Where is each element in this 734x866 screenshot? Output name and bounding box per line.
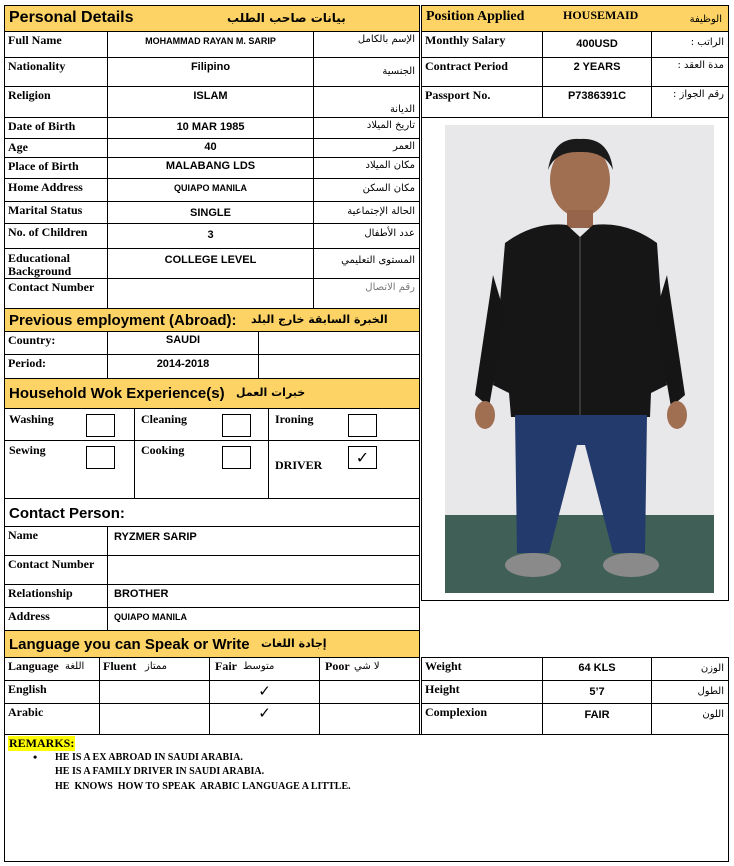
previous-employment-title-ar: الخبرة السابقة خارج البلد xyxy=(251,313,388,326)
religion-value: ISLAM xyxy=(107,86,314,118)
complexion-value: FAIR xyxy=(542,703,652,735)
education-ar: المستوى التعليمي xyxy=(313,248,420,279)
position-applied-value: HOUSEMAID xyxy=(563,8,639,22)
ironing-label: Ironing xyxy=(275,412,314,426)
contact-number-ar: رقم الاتصال xyxy=(313,278,420,309)
remarks-line-3: HE KNOWS HOW TO SPEAK ARABIC LANGUAGE A LITTLE. xyxy=(55,781,351,792)
driver-checkbox[interactable]: ✓ xyxy=(348,446,377,469)
applicant-photo xyxy=(445,125,714,593)
nationality-value: Filipino xyxy=(107,57,314,87)
household-header xyxy=(4,378,420,409)
lang-english-label: English xyxy=(4,680,100,704)
passport-label: Passport No. xyxy=(421,86,543,118)
contract-period-value: 2 YEARS xyxy=(542,57,652,87)
lang-english-fair: ✓ xyxy=(209,680,320,704)
poor-col-header xyxy=(319,657,420,681)
period-value: 2014-2018 xyxy=(107,354,259,379)
children-label: No. of Children xyxy=(4,223,108,249)
household-title-ar: خبرات العمل xyxy=(236,386,306,399)
remarks-line-2: HE IS A FAMILY DRIVER IN SAUDI ARABIA. xyxy=(55,766,265,777)
children-value: 3 xyxy=(107,223,314,249)
lang-arabic-label: Arabic xyxy=(4,703,100,735)
contact-address-label: Address xyxy=(4,607,108,631)
height-value: 5’7 xyxy=(542,680,652,704)
weight-ar: الوزن xyxy=(651,657,729,681)
height-label: Height xyxy=(421,680,543,704)
contact-address-value: QUIAPO MANILA xyxy=(107,607,420,631)
previous-employment-header xyxy=(4,308,420,332)
contact-number-label: Contact Number xyxy=(4,278,108,309)
washing-label: Washing xyxy=(9,412,54,426)
position-applied-header xyxy=(421,5,729,32)
lang-col-poor-ar: لا شي xyxy=(354,661,380,672)
driver-label: DRIVER xyxy=(275,458,323,472)
relationship-label: Relationship xyxy=(4,584,108,608)
remarks-bullet: • xyxy=(33,750,38,764)
education-value: COLLEGE LEVEL xyxy=(107,248,314,279)
cooking-checkbox[interactable] xyxy=(222,446,251,469)
remarks-title: REMARKS: xyxy=(9,736,75,750)
lang-col-poor: Poor xyxy=(325,659,350,673)
dob-label: Date of Birth xyxy=(4,117,108,139)
previous-employment-title: Previous employment (Abroad): xyxy=(9,312,237,329)
religion-label: Religion xyxy=(4,86,108,118)
children-ar: عدد الأطفال xyxy=(313,223,420,249)
language-title: Language you can Speak or Write xyxy=(9,636,250,653)
marital-status-ar: الحالة الإجتماعية xyxy=(313,201,420,224)
personal-details-header xyxy=(4,5,420,32)
contact-number2-label: Contact Number xyxy=(4,555,108,585)
passport-value: P7386391C xyxy=(542,86,652,118)
ironing-checkbox[interactable] xyxy=(348,414,377,437)
household-col-divider-2 xyxy=(268,408,269,499)
lang-arabic-fair: ✓ xyxy=(209,703,320,735)
period-label: Period: xyxy=(4,354,108,379)
fluent-col-header xyxy=(99,657,210,681)
washing-checkbox[interactable] xyxy=(86,414,115,437)
lang-col-fair-ar: متوسط xyxy=(243,661,275,672)
weight-label: Weight xyxy=(421,657,543,681)
home-address-label: Home Address xyxy=(4,178,108,202)
place-of-birth-ar: مكان الميلاد xyxy=(313,157,420,179)
weight-value: 64 KLS xyxy=(542,657,652,681)
contact-number-value xyxy=(107,278,314,309)
position-applied-title: Position Applied xyxy=(426,9,525,24)
relationship-value: BROTHER xyxy=(107,584,420,608)
education-label: Educational Background xyxy=(4,248,108,279)
full-name-label: Full Name xyxy=(4,31,108,58)
dob-value: 10 MAR 1985 xyxy=(107,117,314,139)
marital-status-value: SINGLE xyxy=(107,201,314,224)
monthly-salary-label: Monthly Salary xyxy=(421,31,543,58)
contact-person-header xyxy=(4,498,420,527)
country-extra xyxy=(258,331,420,355)
lang-col-fair: Fair xyxy=(215,659,237,673)
contact-name-value: RYZMER SARIP xyxy=(107,526,420,556)
place-of-birth-label: Place of Birth xyxy=(4,157,108,179)
lang-col-language: Language xyxy=(8,659,59,673)
household-row-divider xyxy=(4,440,420,441)
language-title-ar: إجادة اللغات xyxy=(261,637,327,650)
lang-col-fluent: Fluent xyxy=(103,659,137,673)
language-header xyxy=(4,630,420,658)
age-label: Age xyxy=(4,138,108,158)
position-applied-ar: الوظيفة xyxy=(689,14,722,25)
household-col-divider-1 xyxy=(134,408,135,499)
fair-col-header xyxy=(209,657,320,681)
age-ar: العمر xyxy=(313,138,420,158)
full-name-value: MOHAMMAD RAYAN M. SARIP xyxy=(107,31,314,58)
household-title: Household Wok Experience(s) xyxy=(9,385,225,402)
sewing-checkbox[interactable] xyxy=(86,446,115,469)
dob-ar: تاريخ الميلاد xyxy=(313,117,420,139)
nationality-label: Nationality xyxy=(4,57,108,87)
lang-arabic-fluent xyxy=(99,703,210,735)
country-label: Country: xyxy=(4,331,108,355)
lang-english-poor xyxy=(319,680,420,704)
monthly-salary-value: 400USD xyxy=(542,31,652,58)
language-col-header xyxy=(4,657,100,681)
lang-english-fluent xyxy=(99,680,210,704)
personal-details-title-ar: بيانات صاحب الطلب xyxy=(227,11,346,25)
contact-person-title: Contact Person: xyxy=(9,505,125,522)
remarks-box xyxy=(4,734,729,862)
full-name-ar: الإسم بالكامل xyxy=(313,31,420,58)
contract-period-ar: مدة العقد : xyxy=(651,57,729,87)
contact-number2-value xyxy=(107,555,420,585)
country-value: SAUDI xyxy=(107,331,259,355)
cleaning-checkbox[interactable] xyxy=(222,414,251,437)
cooking-label: Cooking xyxy=(141,443,185,457)
complexion-ar: اللون xyxy=(651,703,729,735)
lang-col-language-ar: اللغة xyxy=(65,661,85,672)
remarks-line-1: HE IS A EX ABROAD IN SAUDI ARABIA. xyxy=(55,752,243,763)
passport-ar: رقم الجواز : xyxy=(651,86,729,118)
nationality-ar: الجنسية xyxy=(313,57,420,87)
age-value: 40 xyxy=(107,138,314,158)
place-of-birth-value: MALABANG LDS xyxy=(107,157,314,179)
home-address-value: QUIAPO MANILA xyxy=(107,178,314,202)
marital-status-label: Marital Status xyxy=(4,201,108,224)
complexion-label: Complexion xyxy=(421,703,543,735)
cleaning-label: Cleaning xyxy=(141,412,188,426)
height-ar: الطول xyxy=(651,680,729,704)
lang-arabic-poor xyxy=(319,703,420,735)
contract-period-label: Contract Period xyxy=(421,57,543,87)
sewing-label: Sewing xyxy=(9,443,46,457)
contact-name-label: Name xyxy=(4,526,108,556)
lang-col-fluent-ar: ممتاز xyxy=(145,661,168,672)
monthly-salary-ar: الراتب : xyxy=(651,31,729,58)
home-address-ar: مكان السكن xyxy=(313,178,420,202)
person-silhouette-icon xyxy=(445,125,714,593)
religion-ar: الديانة xyxy=(313,86,420,118)
period-extra xyxy=(258,354,420,379)
personal-details-title: Personal Details xyxy=(9,9,134,26)
